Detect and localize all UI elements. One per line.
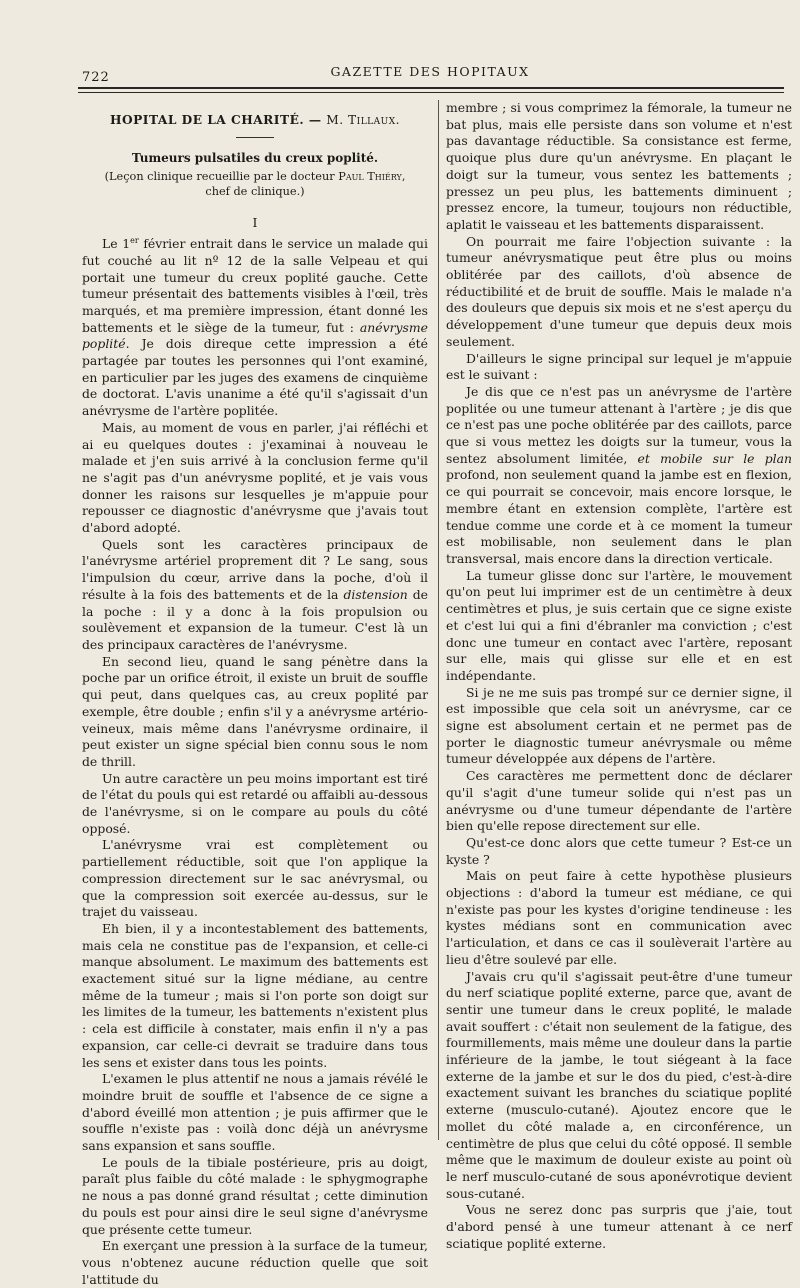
paragraph-6: L'anévrysme vrai est complètement ou partiellement réductible, soit que l'on applique la compression directement sur le sac anévrysmal, ou que la compression soit exercée au-dessus, sur le trajet du vaisseau. xyxy=(82,837,428,920)
p1-sup: er xyxy=(130,235,139,245)
left-column xyxy=(82,100,428,1288)
p3-text-a: Quels sont les caractères principaux de l'anévrysme artériel proprement dit ? Le sang, sous l'impulsion du cœur, arrive dans la poche, d'où il résulte à la fois des battements et de la xyxy=(82,536,428,602)
header-rule-thin xyxy=(78,92,784,93)
paragraph-r6: Si je ne me suis pas trompé sur ce dernier signe, il est impossible que cela soit un anévrysme, car ce signe est absolument certain et ne permet pas de porter le diagnostic tumeur anévrysmale ou même tumeur développée aux dépens de l'artère. xyxy=(446,684,792,767)
paragraph-8: L'examen le plus attentif ne nous a jamais révélé le moindre bruit de souffle et l'absence de ce signe a d'abord éveillé mon attention ; je puis affirmer que le souffle n'existe pas : voilà donc déjà un anévrysme sans expansion et sans souffle. xyxy=(82,1071,428,1154)
page-number: 722 xyxy=(82,70,110,85)
paragraph-r10: J'avais cru qu'il s'agissait peut-être d'une tumeur du nerf sciatique poplité externe, parce que, avant de sentir une tumeur dans le creux poplité, le malade avait souffert : c'était non seulement de la fatigue, des fourmillements, mais même une douleur dans la partie inférieure de la jambe, le tout siégeant à la face externe de la jambe et sur le dos du pied, c'est-à-dire exactement suivant les branches du sciatique poplité externe (musculo-cutané). Ajoutez encore que le mollet du côté malade a, en circonférence, un centimètre de plus que celui du côté opposé. Il semble même que le maximum de douleur existe au point où le nerf musculo-cutané de sous aponévrotique devient sous-cutané. xyxy=(446,968,792,1201)
paragraph-2: Mais, au moment de vous en parler, j'ai réfléchi et ai eu quelques doutes : j'examinai à nouveau le malade et j'en suis arrivé à la conclusion ferme qu'il ne s'agit pas d'un anévrysme poplité, et je vais vous donner les raisons sur lesquelles je m'appuie pour repousser ce diagnostic d'anévrysme que j'avais tout d'abord adopté. xyxy=(82,419,428,536)
header-rule-thick xyxy=(78,87,784,89)
column-divider xyxy=(438,100,439,1140)
lecon-role: chef de clinique.) xyxy=(205,184,305,198)
section-number: I xyxy=(252,215,258,231)
paragraph-9: Le pouls de la tibiale postérieure, pris au doigt, paraît plus faible du côté malade : le sphygmographe ne nous a pas donné grand résultat ; cette diminution du pouls est pour ainsi dire le seul signe d'anévrysme que présente cette tumeur. xyxy=(82,1154,428,1237)
paragraph-r11: Vous ne serez donc pas surpris que j'aie, tout d'abord pensé à une tumeur attenant à ce nerf sciatique poplité externe. xyxy=(446,1202,792,1251)
hospital-name: HOPITAL DE LA CHARITÉ. — xyxy=(109,113,322,127)
paragraph-1 xyxy=(82,236,428,420)
paragraph-10: En exerçant une pression à la surface de la tumeur, vous n'obtenez aucune réduction quelle que soit l'attitude du xyxy=(82,1238,428,1287)
p3-italic: distension xyxy=(343,586,408,602)
p3-text-b: de la poche : il y a donc à la fois propulsion ou soulèvement et expansion de la tumeur. C'est là un des principaux caractères de l'anévrysme. xyxy=(82,586,429,652)
article-heading xyxy=(82,112,428,129)
paragraph-r2: On pourrait me faire l'objection suivante : la tumeur anévrysmatique peut être plus ou moins oblitérée par des caillots, d'où absence de réductibilité et de bruit de souffle. Mais le malade n'a des douleurs que depuis six mois et ne s'est aperçu du développement d'une tumeur que depuis deux mois seulement. xyxy=(446,233,792,349)
article-title: Tumeurs pulsatiles du creux poplité. xyxy=(131,150,379,165)
p1-text-b: février entrait dans le service un malade qui fut couché au lit nº 12 de la salle Velpeau et qui portait une tumeur du creux poplité gauche. Cette tumeur présentait des battements visibles à l'œil, très marqués, et ma première impression, étant donné les battements et le siège de la tumeur, fut : xyxy=(82,236,428,335)
paragraph-5: Un autre caractère un peu moins important est tiré de l'état du pouls qui est retardé ou affaibli au-dessous de l'anévrysme, si on le compare au pouls du côté opposé. xyxy=(82,770,428,836)
r4-text-b: profond, non seulement quand la jambe est en flexion, ce qui pourrait se concevoir, mais encore lorsque, le membre étant en extension complète, l'artère est tendue comme une corde et à ce moment la tumeur est mobilisable, non seulement dans le plan transversal, mais encore dans la direction verticale. xyxy=(446,467,792,566)
paragraph-7: Eh bien, il y a incontestablement des battements, mais cela ne constitue pas de l'expansion, et celle-ci manque absolument. Le maximum des battements est exactement situé sur la ligne médiane, au centre même de la tumeur ; mais si l'on porte son doigt sur les limites de la tumeur, les battements n'existent plus : cela est difficile à constater, mais enfin il n'y a pas expansion, car celle-ci devrait se traduire dans tous les sens et exister dans tous les points. xyxy=(82,920,428,1070)
paragraph-r1: membre ; si vous comprimez la fémorale, la tumeur ne bat plus, mais elle persiste dans son volume et n'est pas davantage réductible. Sa consistance est ferme, quoique plus dure qu'un anévrysme. En plaçant le doigt sur la tumeur, vous sentez les battements ; pressez un peu plus, les battements diminuent ; pressez encore, la tumeur, toujours non réductible, aplatit le vaisseau et les battements disparaissent. xyxy=(446,100,792,232)
paragraph-r3: D'ailleurs le signe principal sur lequel je m'appuie est le suivant : xyxy=(446,350,792,383)
p1-italic: anévrysme poplité xyxy=(82,319,428,352)
heading-rule xyxy=(236,137,274,138)
r4-italic: et mobile sur le plan xyxy=(637,450,792,466)
p1-text-a: Le 1 xyxy=(102,236,131,252)
paragraph-r4 xyxy=(446,384,792,568)
right-column xyxy=(446,100,792,1253)
journal-title: GAZETTE DES HOPITAUX xyxy=(330,64,530,79)
lecon-text: (Leçon clinique recueillie par le docteur xyxy=(104,170,335,184)
r4-text-a: Je dis que ce n'est pas un anévrysme de l'artère poplitée ou une tumeur attenant à l'artère ; je dis que ce n'est pas une poche oblitérée par des caillots, parce que si vous mettez les doigts sur la tumeur, vous la sentez absolument limitée, xyxy=(446,383,792,466)
paragraph-3 xyxy=(82,537,428,654)
paragraph-r5: La tumeur glisse donc sur l'artère, le mouvement qu'on peut lui imprimer est de un centimètre à deux centimètres et plus, je suis certain que ce signe existe et c'est lui qui a fini d'ébranler ma conviction ; c'est donc une tumeur en contact avec l'artère, reposant sur elle, mais qui glisse sur elle et en est indépendante. xyxy=(446,567,792,683)
paragraph-r8: Qu'est-ce donc alors que cette tumeur ? Est-ce un kyste ? xyxy=(446,834,792,867)
lecon-note xyxy=(92,170,418,199)
p1-text-c: . Je dois direque cette impression a été partagée par toutes les personnes qui l'ont examiné, en particulier par les juges des examens de cinquième de doctorat. L'avis unanime a été qu'il s'agissait d'un anévrysme de l'artère poplitée. xyxy=(82,336,428,419)
paragraph-r7: Ces caractères me permettent donc de déclarer qu'il s'agit d'une tumeur solide qui n'est pas un anévrysme ou d'une tumeur dépendante de l'artère bien qu'elle repose directement sur elle. xyxy=(446,768,792,834)
lecon-author: Paul Thiéry, xyxy=(338,170,406,184)
author-name: M. Tillaux. xyxy=(326,113,401,127)
paragraph-r9: Mais on peut faire à cette hypothèse plusieurs objections : d'abord la tumeur est médiane, ce qui n'existe pas pour les kystes d'origine tendineuse : les kystes médians sont en communication avec l'articulation, et dans ce cas il soulèverait l'artère au lieu d'être soulevé par elle. xyxy=(446,868,792,967)
page-header xyxy=(78,62,782,84)
paragraph-4: En second lieu, quand le sang pénètre dans la poche par un orifice étroit, il existe un bruit de souffle qui peut, dans quelques cas, au creux poplité par exemple, être double ; enfin s'il y a anévrysme artério-veineux, mais même dans l'anévrysme ordinaire, il peut exister un signe spécial bien connu sous le nom de thrill. xyxy=(82,653,428,769)
